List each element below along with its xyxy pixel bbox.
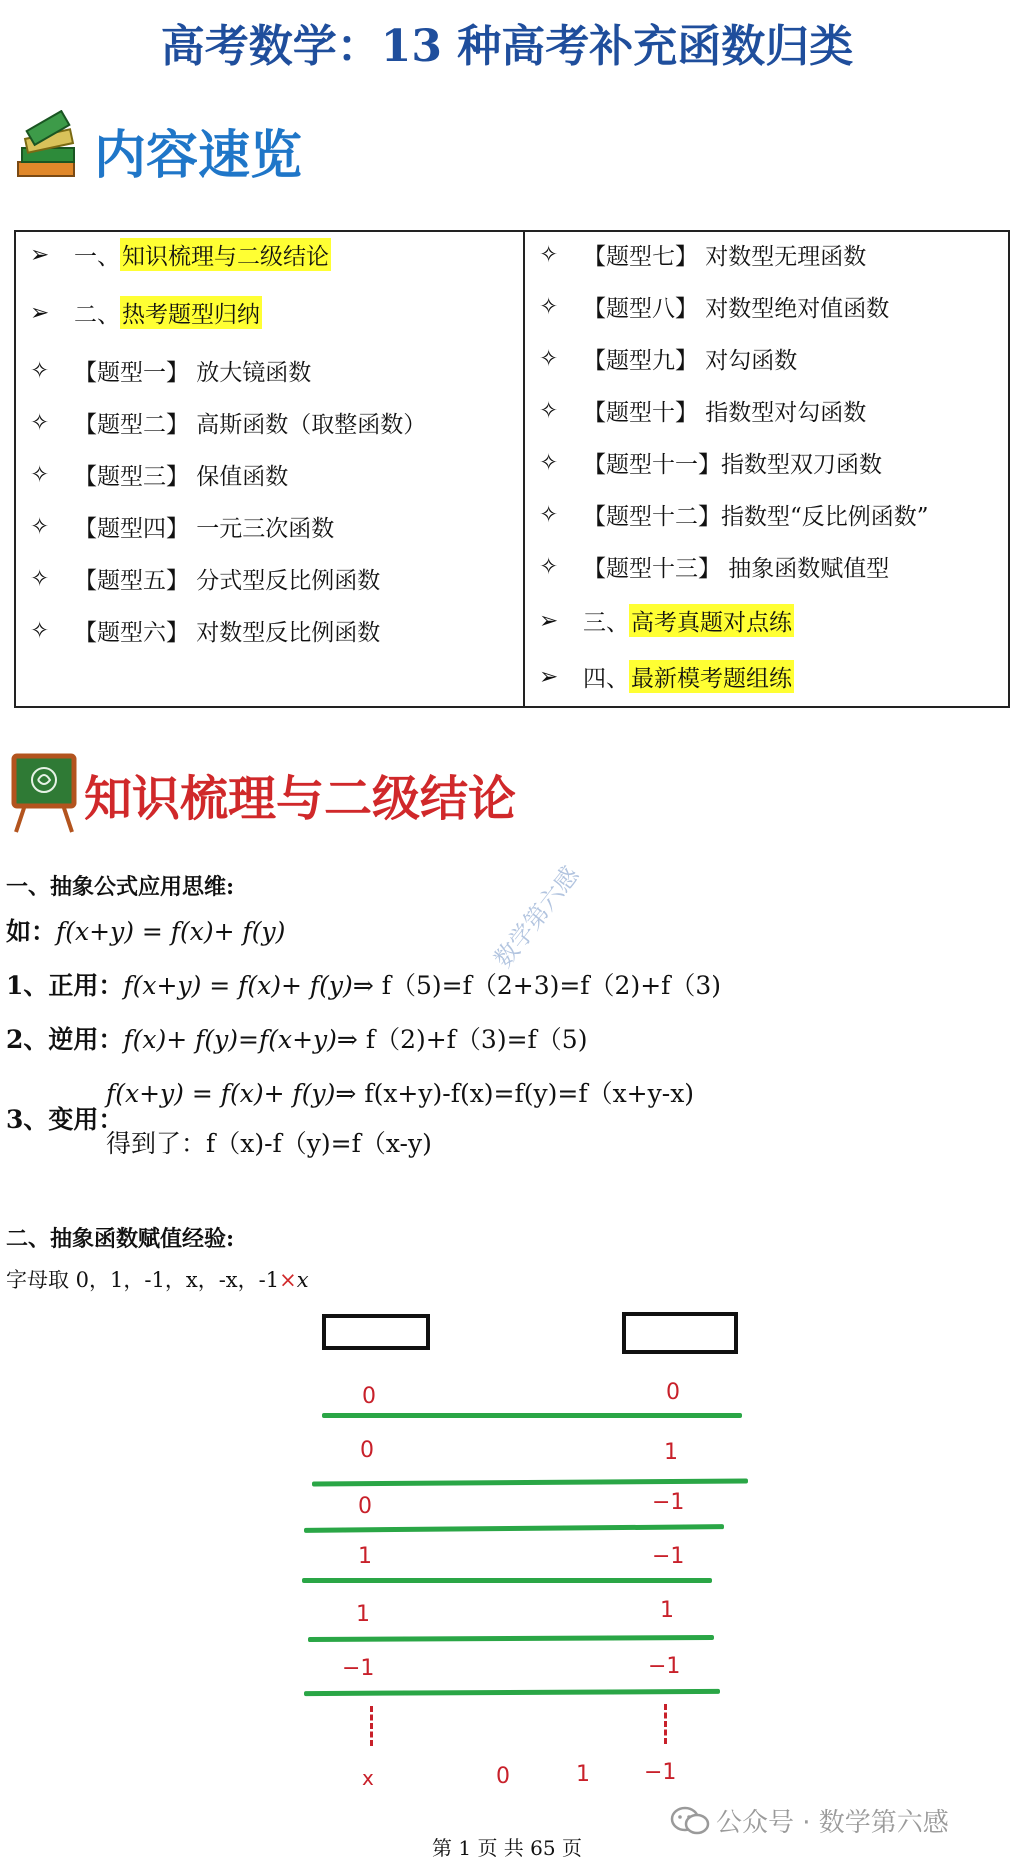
diamond-bullet-icon: ✧ — [30, 617, 50, 644]
toc-item[interactable] — [539, 342, 797, 375]
blackboard-icon — [10, 752, 78, 836]
assignment-letters: 字母取 0，1，-1，x，-x，-1 — [6, 1268, 280, 1292]
left-value: 0 — [362, 1384, 376, 1409]
toc-right-column — [525, 232, 1008, 706]
toc-item-label: 【题型十一】指数型双刀函数 — [583, 452, 882, 478]
divider-line — [304, 1524, 724, 1533]
right-value: −1 — [652, 1544, 685, 1569]
toc-item[interactable] — [539, 550, 889, 583]
right-input-box — [622, 1312, 738, 1354]
toc-item-prefix: 二、 — [74, 302, 120, 328]
toc-item[interactable] — [30, 354, 311, 387]
right-value: 0 — [666, 1380, 680, 1405]
divider-line — [322, 1413, 742, 1418]
arrow-bullet-icon: ➢ — [30, 241, 50, 268]
toc-item[interactable] — [30, 562, 380, 595]
divider-line — [312, 1478, 748, 1486]
left-input-box — [322, 1314, 430, 1350]
right-value: −1 — [652, 1490, 685, 1515]
document-title: 高考数学：13 种高考补充函数归类 — [160, 21, 854, 72]
diamond-bullet-icon: ✧ — [539, 449, 559, 476]
toc-item-label: 【题型十二】指数型“反比例函数” — [583, 504, 929, 530]
variant-use-formula: f(x+y) = f(x)+ f(y) — [106, 1079, 336, 1108]
toc-item-prefix: 四、 — [583, 666, 629, 692]
toc-section-header — [12, 110, 302, 190]
left-value: 1 — [358, 1544, 372, 1569]
divider-line — [308, 1635, 714, 1642]
toc-item-label: 【题型五】 分式型反比例函数 — [74, 568, 381, 594]
toc-item-prefix: 一、 — [74, 244, 120, 270]
toc-item-label: 【题型九】 对勾函数 — [583, 348, 798, 374]
diamond-bullet-icon: ✧ — [539, 293, 559, 320]
continuation-dots-right — [664, 1704, 667, 1744]
assignment-x: x — [296, 1268, 309, 1292]
diamond-bullet-icon: ✧ — [30, 409, 50, 436]
right-value: 1 — [660, 1598, 674, 1623]
forward-use-label: 1、正用： — [6, 971, 124, 1000]
toc-item[interactable] — [539, 446, 882, 479]
toc-item-label: 【题型二】 高斯函数（取整函数） — [74, 412, 427, 438]
example-line — [6, 912, 285, 948]
toc-item-label: 【题型六】 对数型反比例函数 — [74, 620, 381, 646]
times-sign: × — [279, 1268, 297, 1292]
forward-use-formula: f(x+y) = f(x)+ f(y) — [123, 971, 353, 1000]
variant-use-label-text: 3、变用： — [6, 1105, 124, 1134]
part2-heading: 二、抽象函数赋值经验: — [6, 1226, 235, 1252]
divider-line — [302, 1578, 712, 1583]
toc-item-label: 最新模考题组练 — [629, 660, 794, 693]
bottom-value: 0 — [496, 1764, 510, 1789]
arrow-bullet-icon: ➢ — [539, 607, 559, 634]
arrow-bullet-icon: ➢ — [30, 299, 50, 326]
left-value: 0 — [360, 1438, 374, 1463]
example-formula: f(x+y) = f(x)+ f(y) — [56, 917, 286, 946]
toc-item-label: 【题型八】 对数型绝对值函数 — [583, 296, 890, 322]
continuation-dots-left — [370, 1706, 373, 1746]
left-value: −1 — [342, 1656, 375, 1681]
right-value: 1 — [664, 1440, 678, 1465]
wechat-icon — [670, 1806, 710, 1836]
bottom-value: 1 — [576, 1762, 590, 1787]
reverse-use-label: 2、逆用： — [6, 1025, 124, 1054]
forward-use-result: ⇒ f（5)=f（2+3)=f（2)+f（3) — [352, 971, 722, 1000]
reverse-use-formula: f(x)+ f(y)=f(x+y) — [123, 1025, 337, 1054]
toc-item[interactable] — [539, 604, 794, 637]
arrow-bullet-icon: ➢ — [539, 663, 559, 690]
part1-heading: 一、抽象公式应用思维: — [6, 874, 235, 900]
toc-item[interactable] — [539, 394, 866, 427]
diamond-bullet-icon: ✧ — [539, 501, 559, 528]
diamond-bullet-icon: ✧ — [539, 553, 559, 580]
toc-item-label: 【题型七】 对数型无理函数 — [583, 244, 867, 270]
assignment-values — [6, 1264, 309, 1294]
bottom-value: x — [362, 1766, 374, 1790]
diamond-bullet-icon: ✧ — [30, 461, 50, 488]
right-value: −1 — [648, 1654, 681, 1679]
toc-item-label: 知识梳理与二级结论 — [120, 238, 331, 271]
toc-item-label: 【题型一】 放大镜函数 — [74, 360, 312, 386]
toc-section-title: 内容速览 — [94, 125, 303, 186]
toc-item[interactable] — [30, 406, 426, 439]
left-value: 0 — [358, 1494, 372, 1519]
toc-item[interactable] — [539, 290, 889, 323]
diamond-bullet-icon: ✧ — [539, 241, 559, 268]
page-number: 第 1 页 共 65 页 — [432, 1836, 582, 1860]
watermark-text: 数学第六感 — [488, 861, 585, 973]
variant-use-line2: 得到了：f（x)-f（y)=f（x-y) — [106, 1129, 432, 1158]
forward-use-line — [6, 966, 721, 1002]
toc-left-column — [16, 232, 525, 706]
toc-item[interactable] — [30, 238, 331, 271]
wechat-account-name: 公众号 · 数学第六感 — [716, 1808, 949, 1838]
divider-line — [304, 1689, 720, 1696]
toc-item-label: 【题型四】 一元三次函数 — [74, 516, 335, 542]
bottom-value: −1 — [644, 1760, 677, 1785]
toc-item-label: 热考题型归纳 — [120, 296, 262, 329]
variant-use-line1 — [106, 1074, 694, 1110]
knowledge-section-header — [10, 752, 516, 836]
toc-item[interactable] — [30, 614, 380, 647]
knowledge-section-title: 知识梳理与二级结论 — [84, 770, 517, 827]
left-value: 1 — [356, 1602, 370, 1627]
toc-table — [14, 230, 1010, 708]
toc-item[interactable] — [539, 498, 929, 531]
toc-item[interactable] — [539, 238, 866, 271]
diamond-bullet-icon: ✧ — [30, 357, 50, 384]
example-label: 如： — [6, 917, 57, 946]
diamond-bullet-icon: ✧ — [539, 345, 559, 372]
diamond-bullet-icon: ✧ — [30, 513, 50, 540]
toc-item-label: 【题型三】 保值函数 — [74, 464, 289, 490]
toc-item-label: 高考真题对点练 — [629, 604, 794, 637]
toc-item-label: 【题型十三】 抽象函数赋值型 — [583, 556, 890, 582]
toc-item[interactable] — [539, 660, 794, 693]
toc-item-prefix: 三、 — [583, 610, 629, 636]
reverse-use-result: ⇒ f（2)+f（3)=f（5) — [336, 1025, 588, 1054]
toc-item[interactable] — [30, 510, 334, 543]
diamond-bullet-icon: ✧ — [30, 565, 50, 592]
variant-use-result: ⇒ f(x+y)-f(x)=f(y)=f（x+y-x) — [335, 1079, 695, 1108]
wechat-account — [670, 1802, 949, 1839]
toc-item-label: 【题型十】 指数型对勾函数 — [583, 400, 867, 426]
diamond-bullet-icon: ✧ — [539, 397, 559, 424]
toc-item[interactable] — [30, 296, 262, 329]
toc-item[interactable] — [30, 458, 288, 491]
books-icon — [12, 110, 84, 190]
reverse-use-line — [6, 1020, 587, 1056]
